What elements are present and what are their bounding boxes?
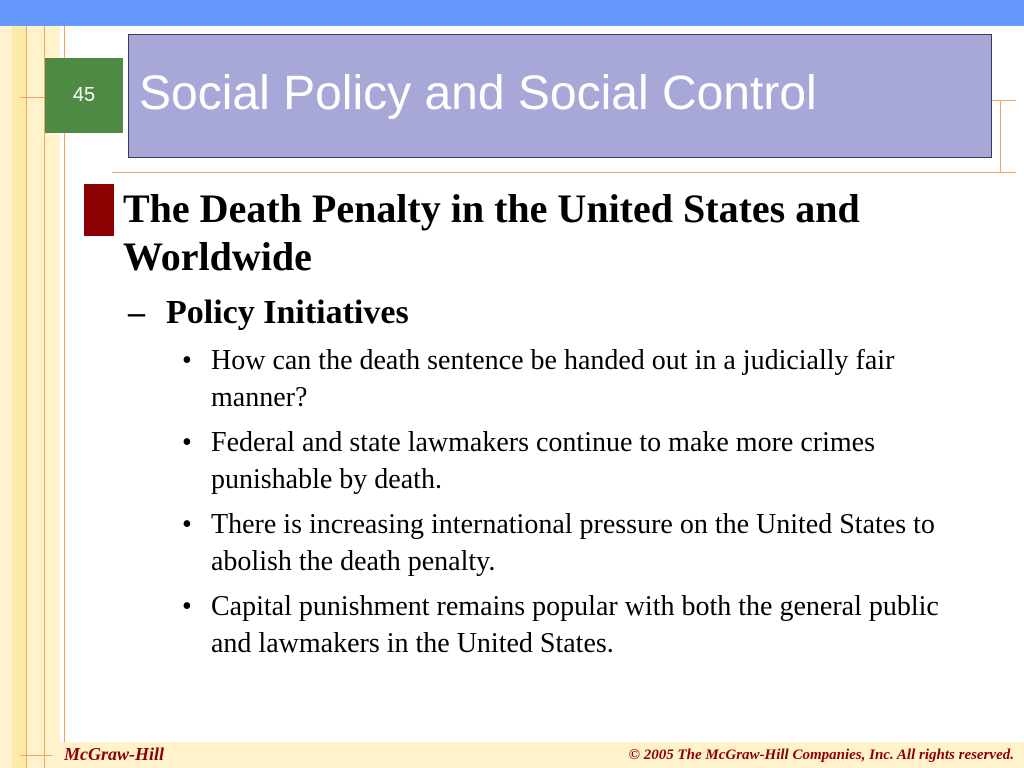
footer-publisher: McGraw-Hill [64,744,165,764]
list-item [182,588,982,662]
list-item-text: There is increasing international pressure on the United States to abolish the death penalty. [211,509,935,577]
list-item [182,424,982,498]
decor-line [26,26,27,768]
main-heading: The Death Penalty in the United States and Worldwide [123,186,860,279]
subheading [128,292,409,334]
list-item-text: Capital punishment remains popular with both the general public and lawmakers in the United States. [211,591,939,659]
bullet-square-icon [84,184,114,236]
list-item [182,506,982,580]
bullet-list [182,342,982,670]
decor-line [992,100,1016,101]
decor-line [112,172,1016,173]
decor-line [1000,100,1001,172]
left-decor-inner-stripe [12,26,26,768]
top-bar [0,0,1024,26]
footer-copyright: © 2005 The McGraw-Hill Companies, Inc. All rights reserved. [628,747,1014,763]
left-decor-stripe [0,26,60,768]
list-item-text: Federal and state lawmakers continue to make more crimes punishable by death. [211,427,875,495]
bullet-dot-icon: • [182,591,192,622]
list-item-text: How can the death sentence be handed out in a judicially fair manner? [211,345,895,413]
slide-title: Social Policy and Social Control [139,67,817,120]
decor-line [64,26,65,742]
bullet-dot-icon: • [182,345,192,376]
decor-line [44,26,45,768]
decor-line [20,97,45,98]
bullet-dot-icon: • [182,509,192,540]
title-box [128,34,992,158]
slide-number: 45 [45,58,123,133]
list-item [182,342,982,416]
subheading-text: Policy Initiatives [166,294,409,331]
bullet-dot-icon: • [182,427,192,458]
dash-bullet: – [128,294,145,331]
decor-line [20,755,52,756]
